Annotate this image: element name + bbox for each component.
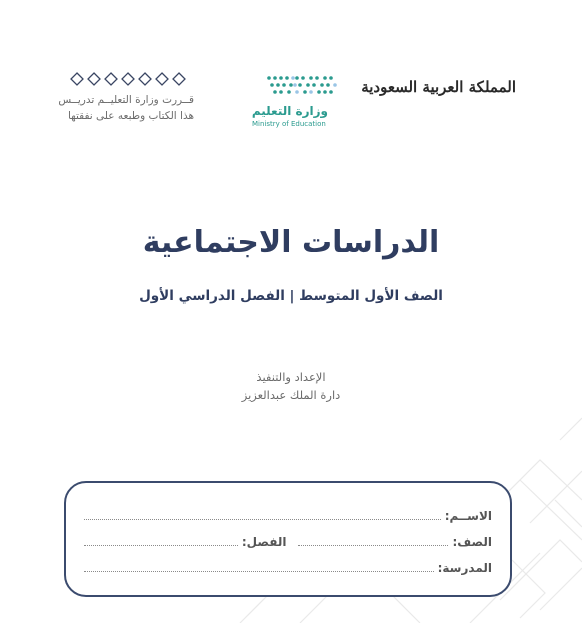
school-field[interactable] — [84, 559, 434, 572]
ministry-logo — [246, 74, 356, 128]
grade-row — [84, 523, 492, 549]
prepared-by — [0, 368, 582, 404]
prepared-by-label: الإعداد والتنفيذ — [256, 370, 326, 384]
ministry-name-en: Ministry of Education — [252, 120, 326, 128]
section-label: الفصل: — [241, 535, 287, 549]
decree-line-1: قــررت وزارة التعليــم تدريــس — [58, 94, 194, 106]
school-label: المدرسة: — [437, 561, 492, 575]
grade-field[interactable] — [298, 533, 448, 546]
name-label: الاســم: — [444, 509, 492, 523]
grade-label: الصف: — [452, 535, 492, 549]
decree-block — [44, 72, 194, 124]
section-field[interactable] — [84, 533, 238, 546]
student-info-box — [64, 481, 512, 597]
kingdom-emblem — [361, 78, 516, 96]
school-row — [84, 549, 492, 575]
name-row — [84, 497, 492, 523]
ministry-dots-icon — [261, 74, 341, 100]
ministry-name-ar: وزارة التعليم — [251, 104, 328, 118]
book-title: الدراسات الاجتماعية — [142, 225, 440, 260]
decree-line-2: هذا الكتاب وطبعه على نفقتها — [67, 110, 194, 122]
diamond-ornament-icon — [70, 72, 194, 86]
book-subtitle: الصف الأول المتوسط | الفصل الدراسي الأول — [139, 288, 443, 304]
kingdom-name: المملكة العربية السعودية — [361, 78, 516, 96]
name-field[interactable] — [84, 507, 441, 520]
prepared-by-org: دارة الملك عبدالعزيز — [241, 388, 341, 402]
